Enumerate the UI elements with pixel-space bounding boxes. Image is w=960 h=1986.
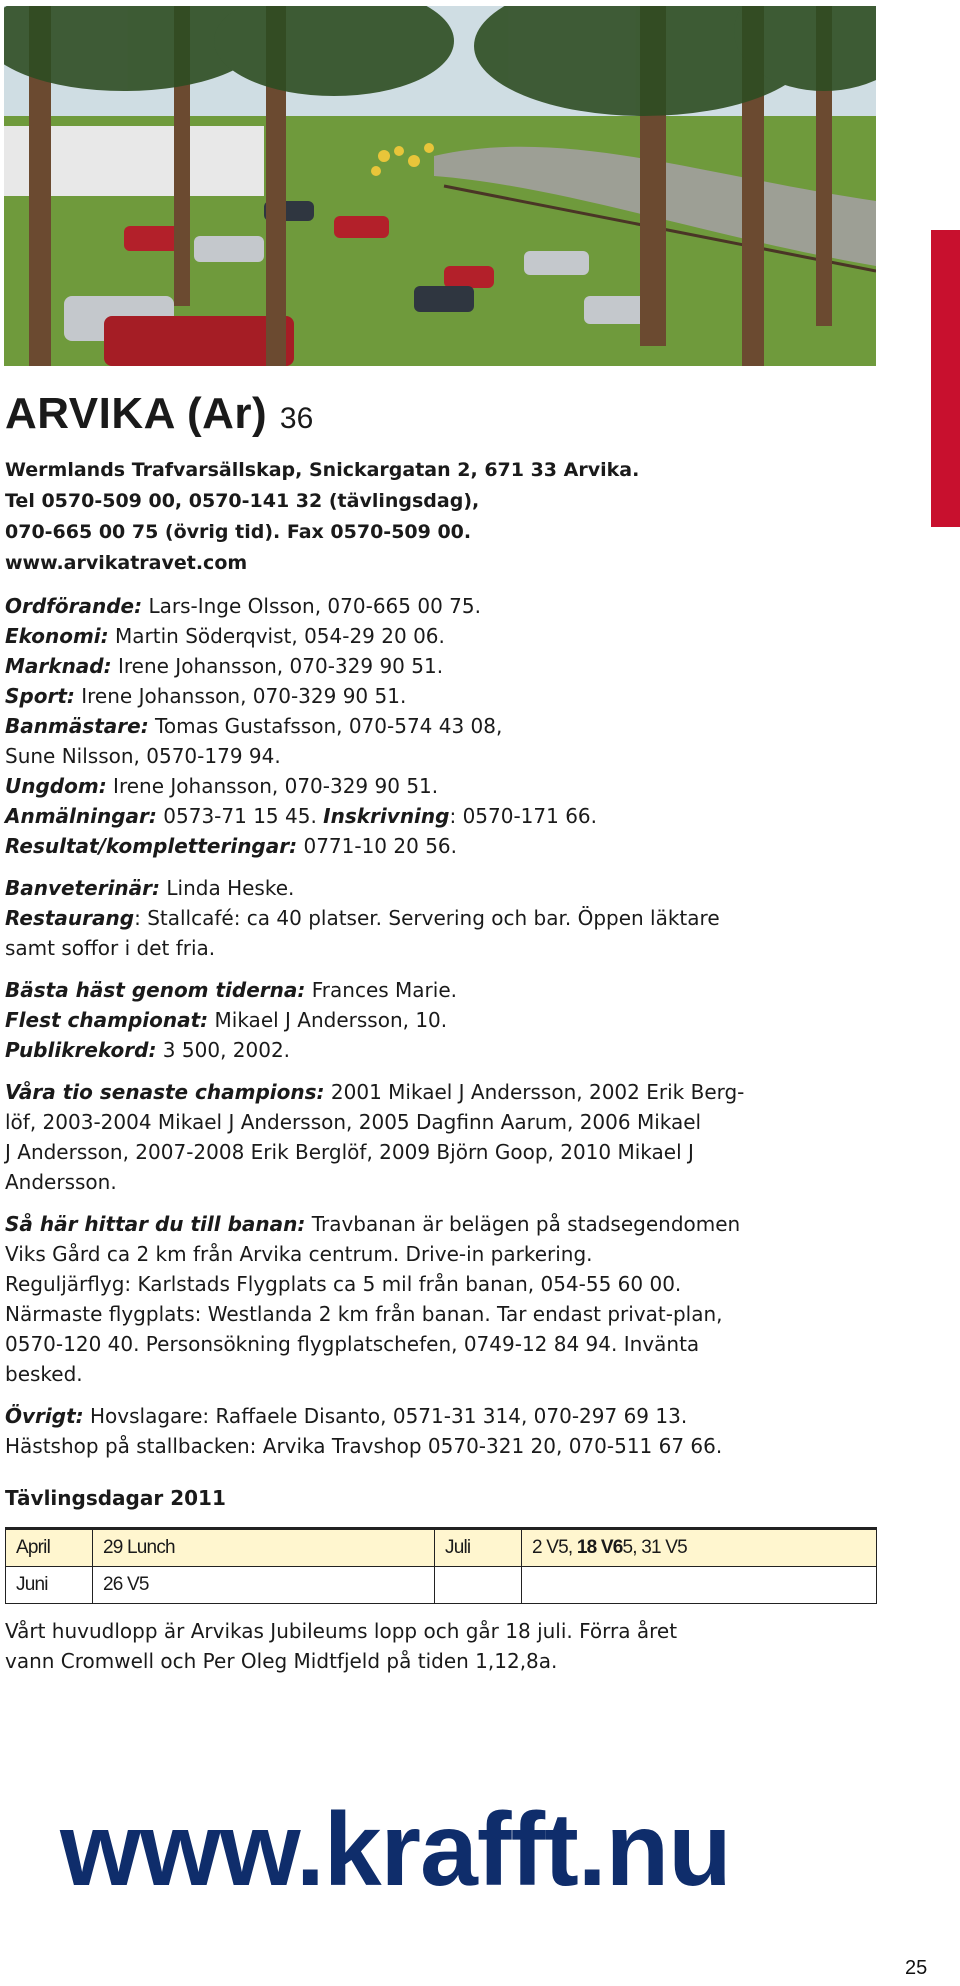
contact-label: Ungdom: — [5, 774, 107, 798]
other-text: Hovslagare: Raffaele Disanto, 0571-31 314, 070-297 69 13. — [83, 1404, 688, 1428]
schedule-dates — [522, 1529, 877, 1567]
contact-label: Marknad: — [5, 654, 112, 678]
directions-line: Reguljärflyg: Karlstads Flygplats ca 5 mil från banan, 054-55 60 00. — [5, 1272, 682, 1296]
schedule-month: Juni — [6, 1567, 93, 1604]
record-value: Frances Marie. — [305, 978, 457, 1002]
track-name: ARVIKA (Ar) — [5, 389, 268, 438]
record-basta — [5, 975, 880, 1005]
closing-line: Vårt huvudlopp är Arvikas Jubileums lopp och går 18 juli. Förra året — [5, 1619, 678, 1643]
contact-label: Resultat/kompletteringar: — [5, 834, 298, 858]
facility-value: : Stallcafé: ca 40 platser. Servering och bar. Öppen läktare — [134, 906, 720, 930]
facility-vet — [5, 873, 880, 903]
address-block — [5, 455, 880, 579]
contact-value: Irene Johansson, 070-329 90 51. — [74, 684, 407, 708]
facilities-block — [5, 873, 880, 963]
track-number: 36 — [279, 402, 314, 435]
record-label: Flest championat: — [5, 1008, 209, 1032]
contact-marknad — [5, 651, 880, 681]
contact-label: Ekonomi: — [5, 624, 109, 648]
schedule-dates — [522, 1567, 877, 1604]
contact-anmalningar — [5, 801, 880, 831]
page-number: 25 — [905, 1957, 928, 1979]
closing-line: vann Cromwell och Per Oleg Midtfjeld på tiden 1,12,8a. — [5, 1649, 558, 1673]
contact-value: : 0570-171 66. — [449, 804, 598, 828]
directions-line — [5, 1209, 880, 1239]
schedule-month: Juli — [435, 1529, 522, 1567]
contact-resultat — [5, 831, 880, 861]
directions-line: 0570-120 40. Personsökning flygplatschefen, 0749-12 84 94. Invänta — [5, 1332, 700, 1356]
address-line: Tel 0570-509 00, 0570-141 32 (tävlingsdag), — [5, 490, 480, 512]
contact-label: Anmälningar: — [5, 804, 157, 828]
contact-banmastare — [5, 711, 880, 741]
champions-block — [5, 1077, 880, 1197]
contacts-block — [5, 591, 880, 861]
champions-label: Våra tio senaste champions: — [5, 1080, 325, 1104]
address-line: 070-665 00 75 (övrig tid). Fax 0570-509 00. — [5, 521, 472, 543]
schedule-dates: 26 V5 — [93, 1567, 435, 1604]
champions-line: J Andersson, 2007-2008 Erik Berglöf, 2009 Björn Goop, 2010 Mikael J — [5, 1140, 694, 1164]
contact-banmastare-cont: Sune Nilsson, 0570-179 94. — [5, 744, 281, 768]
champions-line — [5, 1077, 880, 1107]
contact-ungdom — [5, 771, 880, 801]
other-line: Hästshop på stallbacken: Arvika Travshop 0570-321 20, 070-511 67 66. — [5, 1434, 723, 1458]
contact-value: 0573-71 15 45. — [156, 804, 324, 828]
schedule-date-text: 2 V5, — [532, 1537, 577, 1558]
other-block — [5, 1401, 880, 1461]
schedule-month: April — [6, 1529, 93, 1567]
records-block — [5, 975, 880, 1065]
other-line — [5, 1401, 880, 1431]
contact-value: Lars-Inge Olsson, 070-665 00 75. — [142, 594, 481, 618]
contact-label: Sport: — [5, 684, 75, 708]
facility-label: Restaurang — [5, 906, 135, 930]
champions-line: Andersson. — [5, 1170, 117, 1194]
schedule-table — [5, 1527, 877, 1604]
contact-value: Martin Söderqvist, 054-29 20 06. — [108, 624, 445, 648]
record-publik — [5, 1035, 880, 1065]
facility-value: Linda Heske. — [160, 876, 295, 900]
directions-block — [5, 1209, 880, 1389]
contact-ordforande — [5, 591, 880, 621]
record-value: Mikael J Andersson, 10. — [208, 1008, 448, 1032]
contact-ekonomi — [5, 621, 880, 651]
racetrack-photo — [4, 6, 876, 366]
directions-text: Travbanan är belägen på stadsegendomen — [305, 1212, 741, 1236]
track-entry — [5, 384, 880, 1676]
website-link[interactable]: www.arvikatravet.com — [5, 552, 248, 574]
schedule-title: Tävlingsdagar 2011 — [5, 1486, 226, 1510]
contact-label: Ordförande: — [5, 594, 143, 618]
schedule-month — [435, 1567, 522, 1604]
contact-value: 0771-10 20 56. — [297, 834, 458, 858]
record-flest — [5, 1005, 880, 1035]
closing-text — [5, 1616, 880, 1676]
record-value: 3 500, 2002. — [156, 1038, 291, 1062]
schedule-row — [6, 1529, 877, 1567]
champions-line: löf, 2003-2004 Mikael J Andersson, 2005 Dagfinn Aarum, 2006 Mikael — [5, 1110, 702, 1134]
contact-value: Tomas Gustafsson, 070-574 43 08, — [148, 714, 503, 738]
schedule-date-text: 5, 31 V5 — [622, 1537, 687, 1558]
racetrack-photo-illustration — [4, 6, 876, 366]
facility-label: Banveterinär: — [5, 876, 161, 900]
schedule-dates: 29 Lunch — [93, 1529, 435, 1567]
facility-restaurang-cont: samt soffor i det fria. — [5, 936, 216, 960]
section-tab-marker — [931, 230, 960, 527]
champions-text: 2001 Mikael J Andersson, 2002 Erik Berg- — [324, 1080, 745, 1104]
facility-restaurang — [5, 903, 880, 933]
directions-line: Viks Gård ca 2 km från Arvika centrum. Drive-in parkering. — [5, 1242, 593, 1266]
record-label: Bästa häst genom tiderna: — [5, 978, 306, 1002]
schedule-highlight: 18 V6 — [576, 1537, 623, 1558]
contact-sport — [5, 681, 880, 711]
directions-line: Närmaste flygplats: Westlanda 2 km från banan. Tar endast privat-plan, — [5, 1302, 723, 1326]
krafft-logo[interactable]: www.krafft.nu — [60, 1792, 731, 1908]
track-title — [5, 384, 880, 449]
other-label: Övrigt: — [5, 1404, 84, 1428]
directions-label: Så här hittar du till banan: — [5, 1212, 306, 1236]
contact-value: Irene Johansson, 070-329 90 51. — [106, 774, 439, 798]
directions-line: besked. — [5, 1362, 83, 1386]
contact-label: Inskrivning — [323, 804, 450, 828]
address-line: Wermlands Trafvarsällskap, Snickargatan 2, 671 33 Arvika. — [5, 459, 640, 481]
record-label: Publikrekord: — [5, 1038, 157, 1062]
schedule-row — [6, 1567, 877, 1604]
contact-value: Irene Johansson, 070-329 90 51. — [111, 654, 444, 678]
contact-label: Banmästare: — [5, 714, 149, 738]
